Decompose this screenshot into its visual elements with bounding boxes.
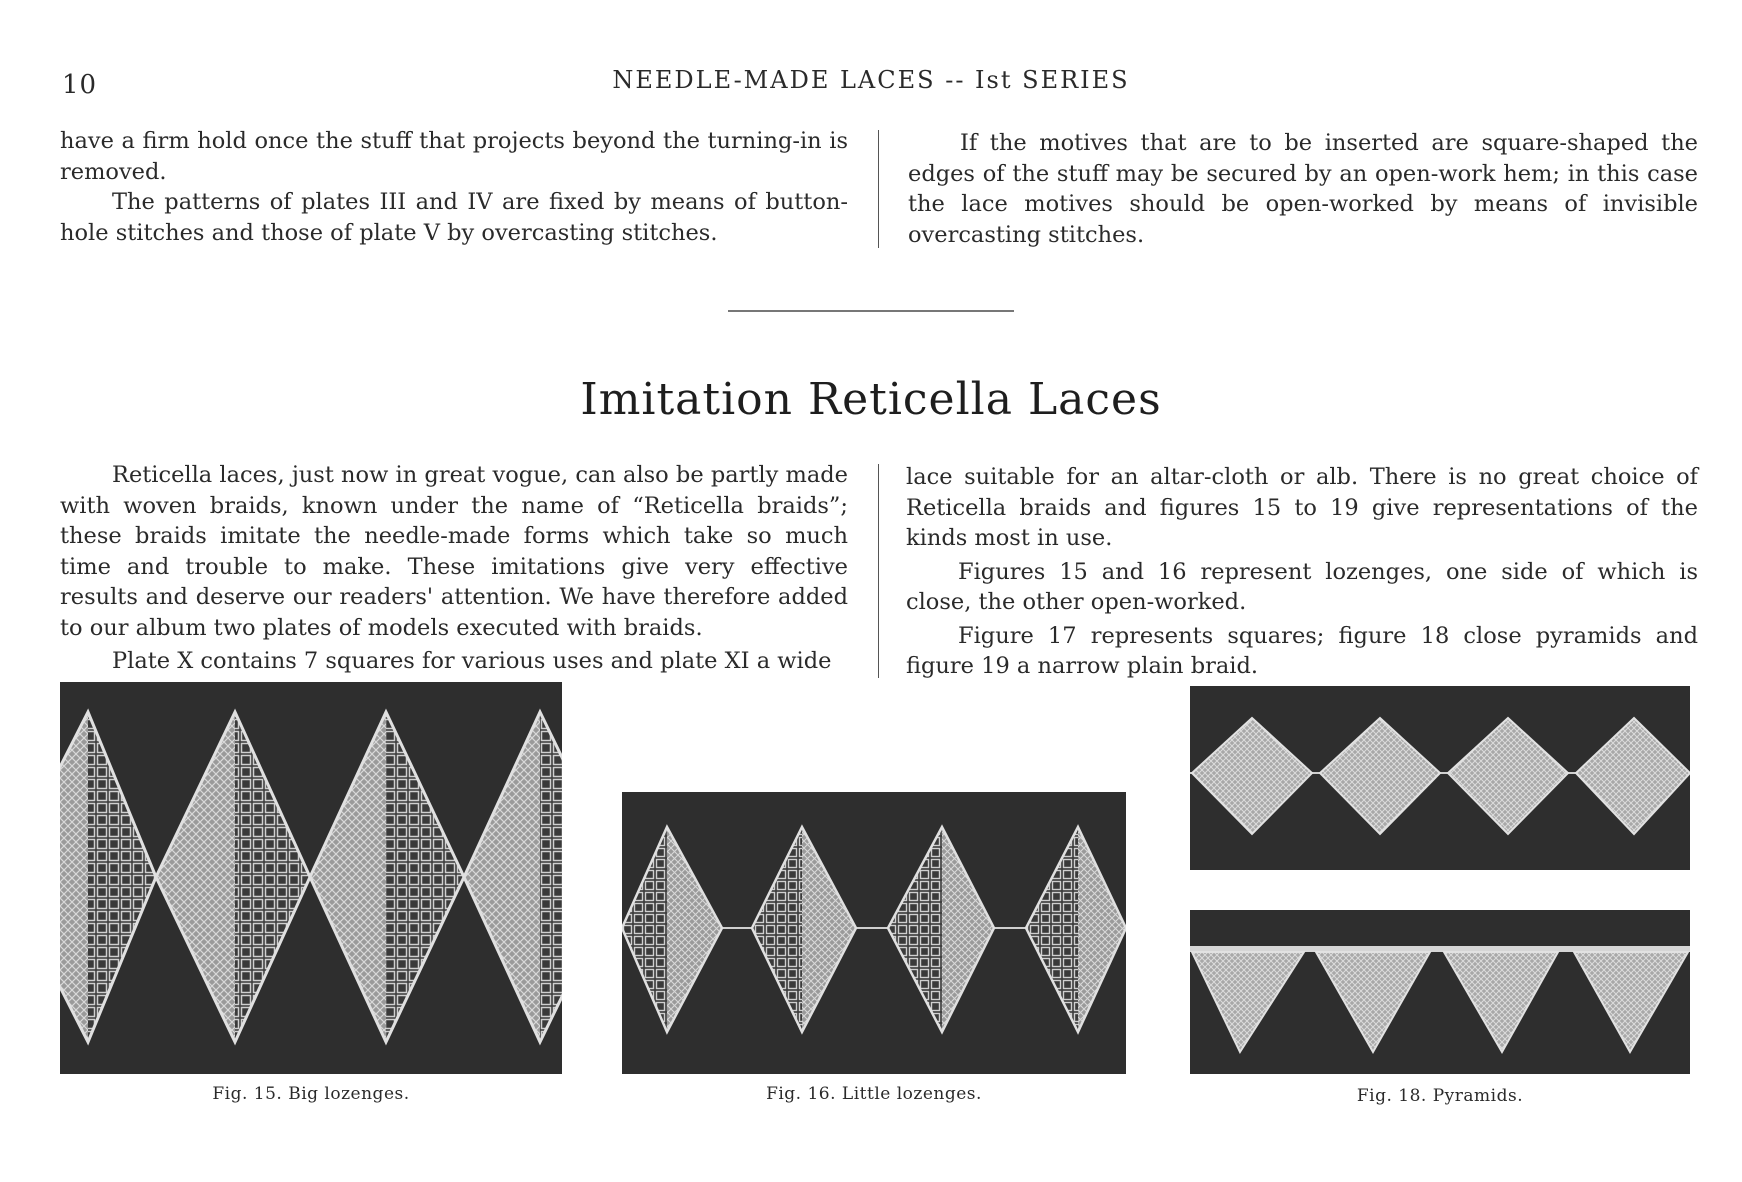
square-motif: [1448, 718, 1568, 834]
pyramid-motif: [1316, 952, 1430, 1052]
lozenge: [156, 712, 310, 1042]
pyramid-motif: [1444, 952, 1558, 1052]
square-motif: [1192, 718, 1312, 834]
lozenge: [60, 712, 156, 1042]
pyramids-photo: [1190, 910, 1690, 1074]
big-lozenges-photo: [60, 682, 562, 1074]
section-title: Imitation Reticella Laces: [580, 374, 1162, 425]
figure-squares: [1190, 686, 1690, 870]
square-motif: [1576, 718, 1690, 834]
top-left-column: [60, 126, 848, 248]
caption-fig-18: Fig. 18. Pyramids.: [1356, 1086, 1524, 1106]
figure-big-lozenges: [60, 682, 562, 1074]
column-divider: [878, 464, 879, 678]
page-number: 10: [62, 70, 98, 100]
column-divider: [878, 130, 879, 248]
paragraph: Figure 17 represents squares; figure 18 close pyramids and figure 19 a narrow plain braid.: [906, 622, 1698, 679]
caption-fig-15: Fig. 15. Big lozenges.: [212, 1084, 410, 1104]
lozenge: [310, 712, 464, 1042]
section-right-column: [906, 462, 1698, 682]
pyramid-motif: [1574, 952, 1688, 1052]
squares-photo: [1190, 686, 1690, 870]
running-head: NEEDLE-MADE LACES -- Ist SERIES: [612, 66, 1130, 94]
square-motif: [1320, 718, 1440, 834]
paragraph: lace suitable for an altar-cloth or alb. There is no great choice of Reticella braids and figures 15 to 19 give representations of the kinds most in use.: [906, 464, 1698, 551]
lozenge: [1026, 827, 1126, 1032]
figure-pyramids: [1190, 910, 1690, 1074]
paragraph: Figures 15 and 16 represent lozenges, one side of which is close, the other open-worked.: [906, 558, 1698, 615]
top-right-column: [908, 128, 1698, 250]
caption-fig-16: Fig. 16. Little lozenges.: [766, 1084, 982, 1104]
lozenge: [622, 827, 722, 1032]
figure-little-lozenges: [622, 792, 1126, 1074]
lozenge: [464, 712, 562, 1042]
little-lozenges-photo: [622, 792, 1126, 1074]
section-left-column: [60, 460, 848, 677]
paragraph: The patterns of plates III and IV are fixed by means of button-hole stitches and those of plate V by overcasting stitches.: [60, 189, 848, 246]
paragraph: have a firm hold once the stuff that projects beyond the turning-in is removed.: [60, 128, 848, 185]
lozenge: [888, 827, 994, 1032]
paragraph: Reticella laces, just now in great vogue, can also be partly made with woven braids, known under the name of “Reticella braids”; these braids imitate the needle-made forms which take so much time and trouble to make. These imitations give very effective results and deserve our readers' attention. We have therefore added to our album two plates of models executed with braids.: [60, 462, 848, 641]
lozenge: [752, 827, 856, 1032]
paragraph: Plate X contains 7 squares for various uses and plate XI a wide: [112, 648, 832, 674]
section-divider: [728, 310, 1014, 312]
paragraph: If the motives that are to be inserted are square-shaped the edges of the stuff may be secured by an open-work hem; in this case the lace motives should be open-worked by means of invisible overcasting stitches.: [908, 130, 1698, 248]
pyramid-motif: [1192, 952, 1304, 1052]
